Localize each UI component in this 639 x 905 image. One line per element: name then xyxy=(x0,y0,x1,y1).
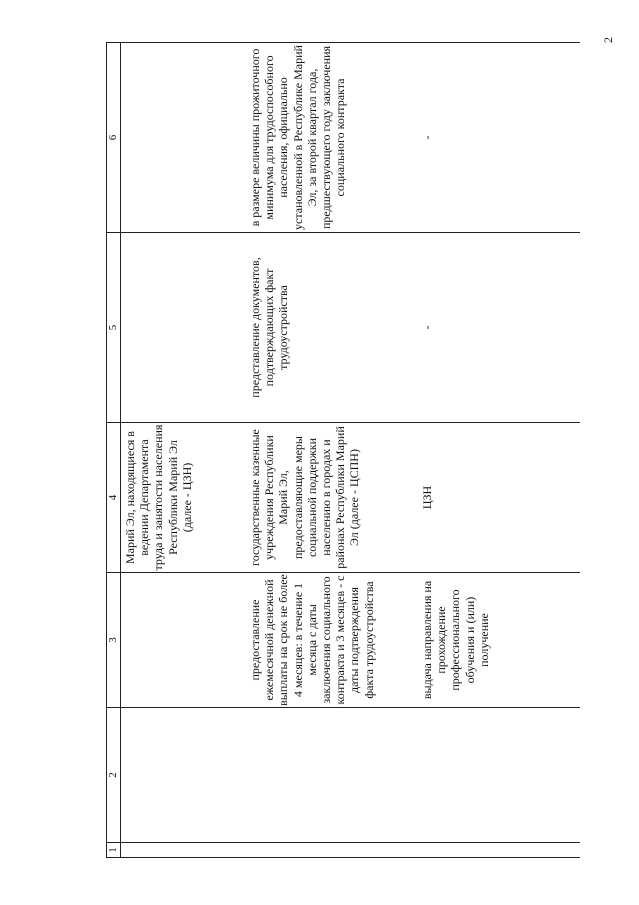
table-row xyxy=(121,43,246,858)
table-cell xyxy=(245,423,416,573)
table-cell xyxy=(121,43,246,233)
cell-text: Марий Эл, находящиеся в ведении Департамента труда и занятости населения Республики Марий Эл (далее - ЦЗН) xyxy=(123,424,194,571)
cell-text: государственные казенные учреждения Республики Марий Эл, предоставляющие меры социальной поддержки населению в городах и районах Республики Марий Эл (далее - ЦСПН) xyxy=(248,426,362,569)
cell-text: выдача направления на прохождение профессионального обучения и (или) получение xyxy=(420,580,491,700)
table-cell xyxy=(121,423,246,573)
column-header: 6 xyxy=(107,43,121,233)
table-cell xyxy=(416,233,580,423)
cell-text: ЦЗН xyxy=(420,485,434,510)
table-cell xyxy=(245,43,416,233)
table-cell xyxy=(245,843,416,858)
cell-text: - xyxy=(420,325,434,330)
page-number: 2 xyxy=(601,37,615,43)
table-cell xyxy=(121,573,246,708)
column-header: 3 xyxy=(107,573,121,708)
measures-table xyxy=(106,42,580,858)
table-cell xyxy=(121,843,246,858)
cell-text: в размере величины прожиточного минимума для трудоспособного населения, официально установленной в Республике Марий Эл, за второй квартал года, предшествующего году заключения социального контракта xyxy=(248,45,348,230)
table-cell xyxy=(416,573,580,708)
cell-text: предоставление ежемесячной денежной выплаты на срок не более 4 месяцев: в течение 1 месяца с даты заключения социального контракта и 3 месяцев - с даты подтверждения факта трудоустройства xyxy=(248,574,376,706)
cell-text: - xyxy=(420,135,434,140)
table-cell xyxy=(121,708,246,843)
table-cell xyxy=(416,43,580,233)
table-cell xyxy=(416,423,580,573)
table-row xyxy=(416,43,580,858)
table-header-row xyxy=(107,43,121,858)
column-header: 5 xyxy=(107,233,121,423)
table-cell xyxy=(121,233,246,423)
rotated-table-frame xyxy=(106,43,586,858)
table-cell xyxy=(245,708,416,843)
column-header: 1 xyxy=(107,843,121,858)
table-cell xyxy=(245,233,416,423)
table-cell xyxy=(245,573,416,708)
table-row xyxy=(245,43,416,858)
table-cell xyxy=(416,843,580,858)
table-cell xyxy=(416,708,580,843)
column-header: 2 xyxy=(107,708,121,843)
cell-text: представление документов, подтверждающих факт трудоустройства xyxy=(248,257,291,398)
column-header: 4 xyxy=(107,423,121,573)
